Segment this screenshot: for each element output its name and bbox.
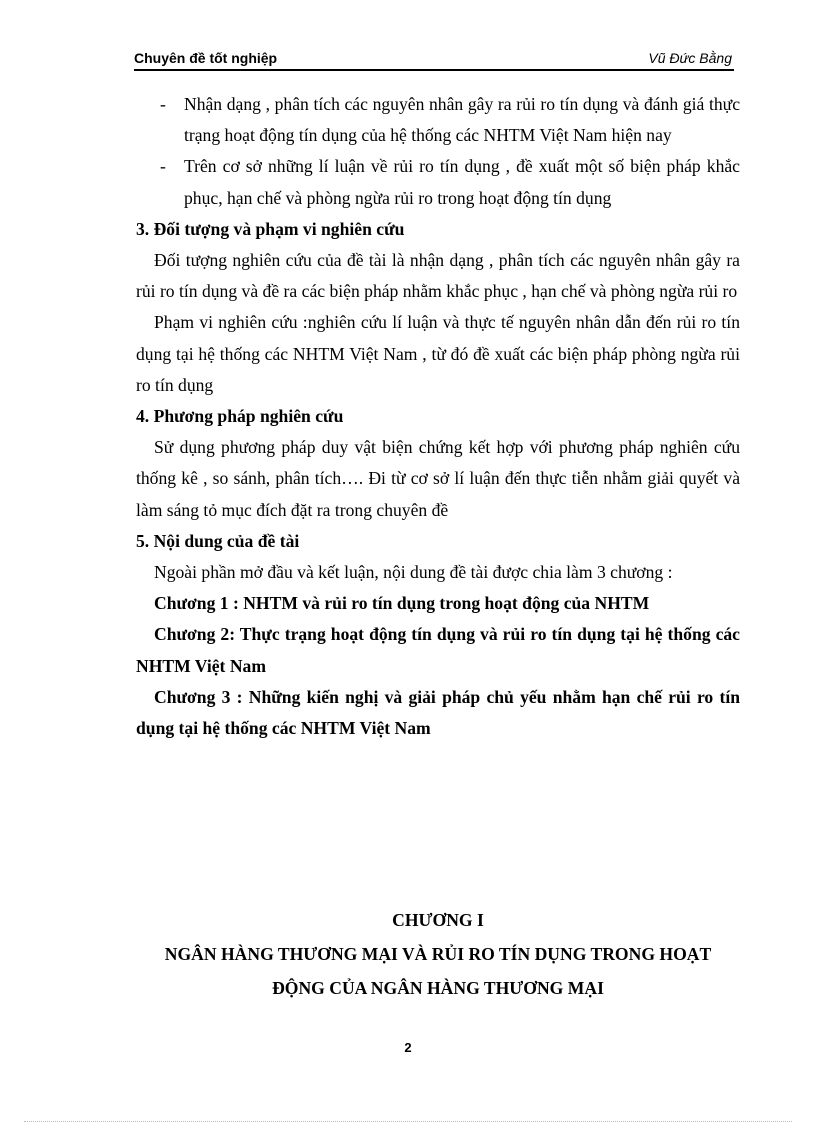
paragraph: Phạm vi nghiên cứu :nghiên cứu lí luận và thực tế nguyên nhân dẫn đến rủi ro tín dụng tại hệ thống các NHTM Việt Nam , từ đó đề xuất các biện pháp phòng ngừa rủi ro tín dụng (136, 312, 740, 395)
bullet-item (136, 151, 740, 213)
chapter-outline-item: Chương 3 : Những kiến nghị và giải pháp chủ yếu nhằm hạn chế rủi ro tín dụng tại hệ thống các NHTM Việt Nam (136, 686, 740, 739)
chapter-outline-item: Chương 2: Thực trạng hoạt động tín dụng và rủi ro tín dụng tại hệ thống các NHTM Việt Nam (136, 624, 740, 676)
bullet-marker: - (160, 156, 166, 177)
chapter-label: CHƯƠNG I (392, 910, 484, 930)
bullet-item (136, 89, 740, 151)
bullet-text: Trên cơ sở những lí luận về rủi ro tín dụng , đề xuất một số biện pháp khắc phục, hạn chế và phòng ngừa rủi ro trong hoạt động tín dụng (184, 156, 740, 208)
document-body (136, 89, 740, 744)
header-author: Vũ Đức Bằng (648, 50, 732, 66)
paragraph: Đối tượng nghiên cứu của đề tài là nhận dạng , phân tích các nguyên nhân gây ra rủi ro tín dụng và đề ra các biện pháp nhằm khắc phục , hạn chế và phòng ngừa rủi ro (136, 250, 740, 302)
paragraph: Ngoài phần mở đầu và kết luận, nội dung đề tài được chia làm 3 chương : (154, 562, 673, 583)
chapter-title-block (136, 903, 740, 1005)
section-heading: 4. Phương pháp nghiên cứu (136, 406, 344, 427)
chapter-outline-item: Chương 1 : NHTM và rủi ro tín dụng trong hoạt động của NHTM (154, 593, 650, 614)
header-rule (134, 69, 734, 71)
paragraph: Sử dụng phương pháp duy vật biện chứng kết hợp với phương pháp nghiên cứu thống kê , so sánh, phân tích…. Đi từ cơ sở lí luận đến thực tiễn nhằm giải quyết và làm sáng tỏ mục đích đặt ra trong chuyên đề (136, 437, 740, 520)
chapter-title-line: ĐỘNG CỦA NGÂN HÀNG THƯƠNG MẠI (272, 978, 604, 998)
chapter-title-line: NGÂN HÀNG THƯƠNG MẠI VÀ RỦI RO TÍN DỤNG TRONG HOẠT (164, 944, 712, 964)
header-title: Chuyên đề tốt nghiệp (134, 50, 278, 66)
page-header (134, 48, 734, 70)
page-bottom-border (24, 1121, 792, 1122)
section-heading: 3. Đối tượng và phạm vi nghiên cứu (136, 218, 405, 239)
section-heading: 5. Nội dung của đề tài (136, 530, 300, 551)
bullet-marker: - (160, 94, 166, 114)
page-number: 2 (404, 1040, 412, 1055)
bullet-text: Nhận dạng , phân tích các nguyên nhân gây ra rủi ro tín dụng và đánh giá thực trạng hoạt động tín dụng của hệ thống các NHTM Việt Nam hiện nay (184, 94, 740, 146)
